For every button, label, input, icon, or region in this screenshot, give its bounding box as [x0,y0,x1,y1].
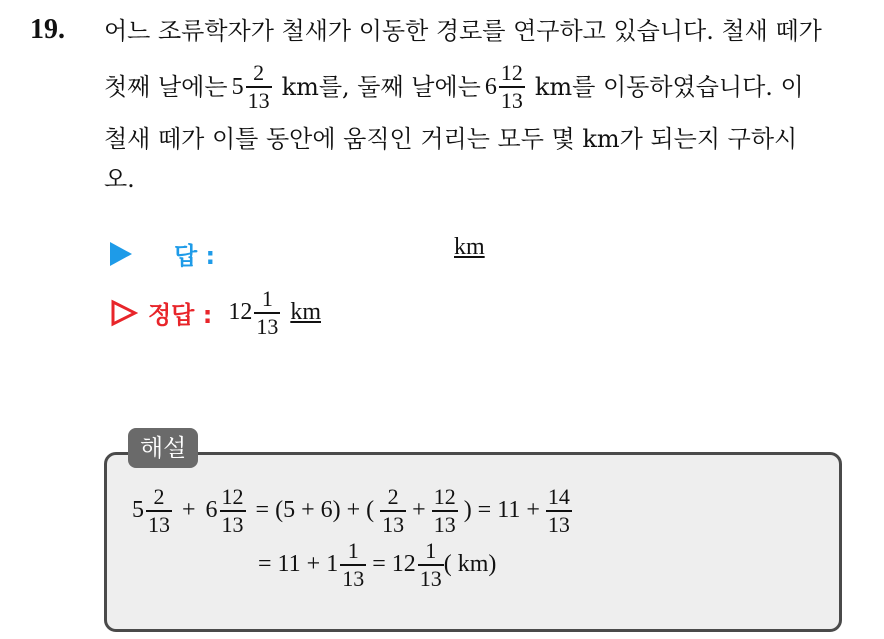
question-text: km를 이동하였습니다. 이 [534,72,804,101]
denominator: 13 [342,565,365,591]
fraction [254,288,280,338]
solution-tag: 해설 [128,428,198,468]
expression-text: = (5 + 6) + ( [255,497,375,524]
numerator: 2 [253,60,265,85]
whole-part: 6 [484,73,497,100]
operator: + [412,497,426,524]
mixed-number-day2 [485,62,525,112]
question-line-1: 어느 조류학자가 철새가 이동한 경로를 연구하고 있습니다. 철새 떼가 [104,17,822,45]
whole-part: 5 [231,73,244,100]
numerator: 14 [547,484,570,509]
denominator: 13 [419,565,442,591]
play-triangle-icon [110,242,132,266]
solution-row-2 [258,540,496,590]
correct-unit: km [290,299,321,326]
whole-part: 6 [205,497,218,524]
denominator: 13 [221,511,244,537]
expression-text: = [366,551,392,578]
fraction [146,486,172,536]
numerator: 2 [387,484,399,509]
numerator: 1 [425,538,437,563]
denominator: 13 [256,313,279,339]
denominator: 13 [382,511,405,537]
mixed-number [206,486,246,536]
whole-part: 12 [391,551,416,578]
question-text: 첫째 날에는 [104,72,228,101]
answer-label: 답 : [174,242,216,270]
fraction [246,62,272,112]
mixed-number [326,540,366,590]
fraction [499,62,525,112]
fraction [380,486,406,536]
fraction [220,486,246,536]
fraction [418,540,444,590]
outline-triangle-icon [110,299,138,327]
numerator: 12 [221,484,244,509]
denominator: 13 [547,511,570,537]
fraction [546,486,572,536]
mixed-number [392,540,444,590]
solution-row-1 [128,486,572,536]
denominator: 13 [247,87,270,113]
operator: + [182,497,196,524]
whole-part: 5 [132,497,144,524]
unit-text: ( km) [443,551,497,578]
question-text: km를, 둘째 날에는 [281,72,481,101]
correct-value [228,288,280,338]
correct-label: 정답 : [148,301,213,330]
answer-row [110,236,215,271]
correct-answer-row [110,288,321,338]
question-line-2 [104,62,804,112]
denominator: 13 [148,511,170,537]
expression-text: ) = 11 + [463,497,540,524]
numerator: 1 [261,286,273,311]
numerator: 2 [153,484,165,509]
question-line-3: 철새 떼가 이틀 동안에 움직인 거리는 모두 몇 km가 되는지 구하시 [104,125,798,153]
expression-text: = 11 + [258,551,327,578]
numerator: 1 [347,538,359,563]
answer-unit[interactable]: km [454,234,485,260]
mixed-number-day1 [232,62,272,112]
question-number: 19. [30,14,65,45]
whole-part: 12 [228,299,253,326]
fraction [340,540,366,590]
whole-part: 1 [326,551,339,578]
denominator: 13 [500,87,523,113]
denominator: 13 [433,511,456,537]
numerator: 12 [500,60,523,85]
numerator: 12 [433,484,456,509]
question-line-4: 오. [104,165,135,193]
mixed-number [132,486,172,536]
fraction [432,486,458,536]
